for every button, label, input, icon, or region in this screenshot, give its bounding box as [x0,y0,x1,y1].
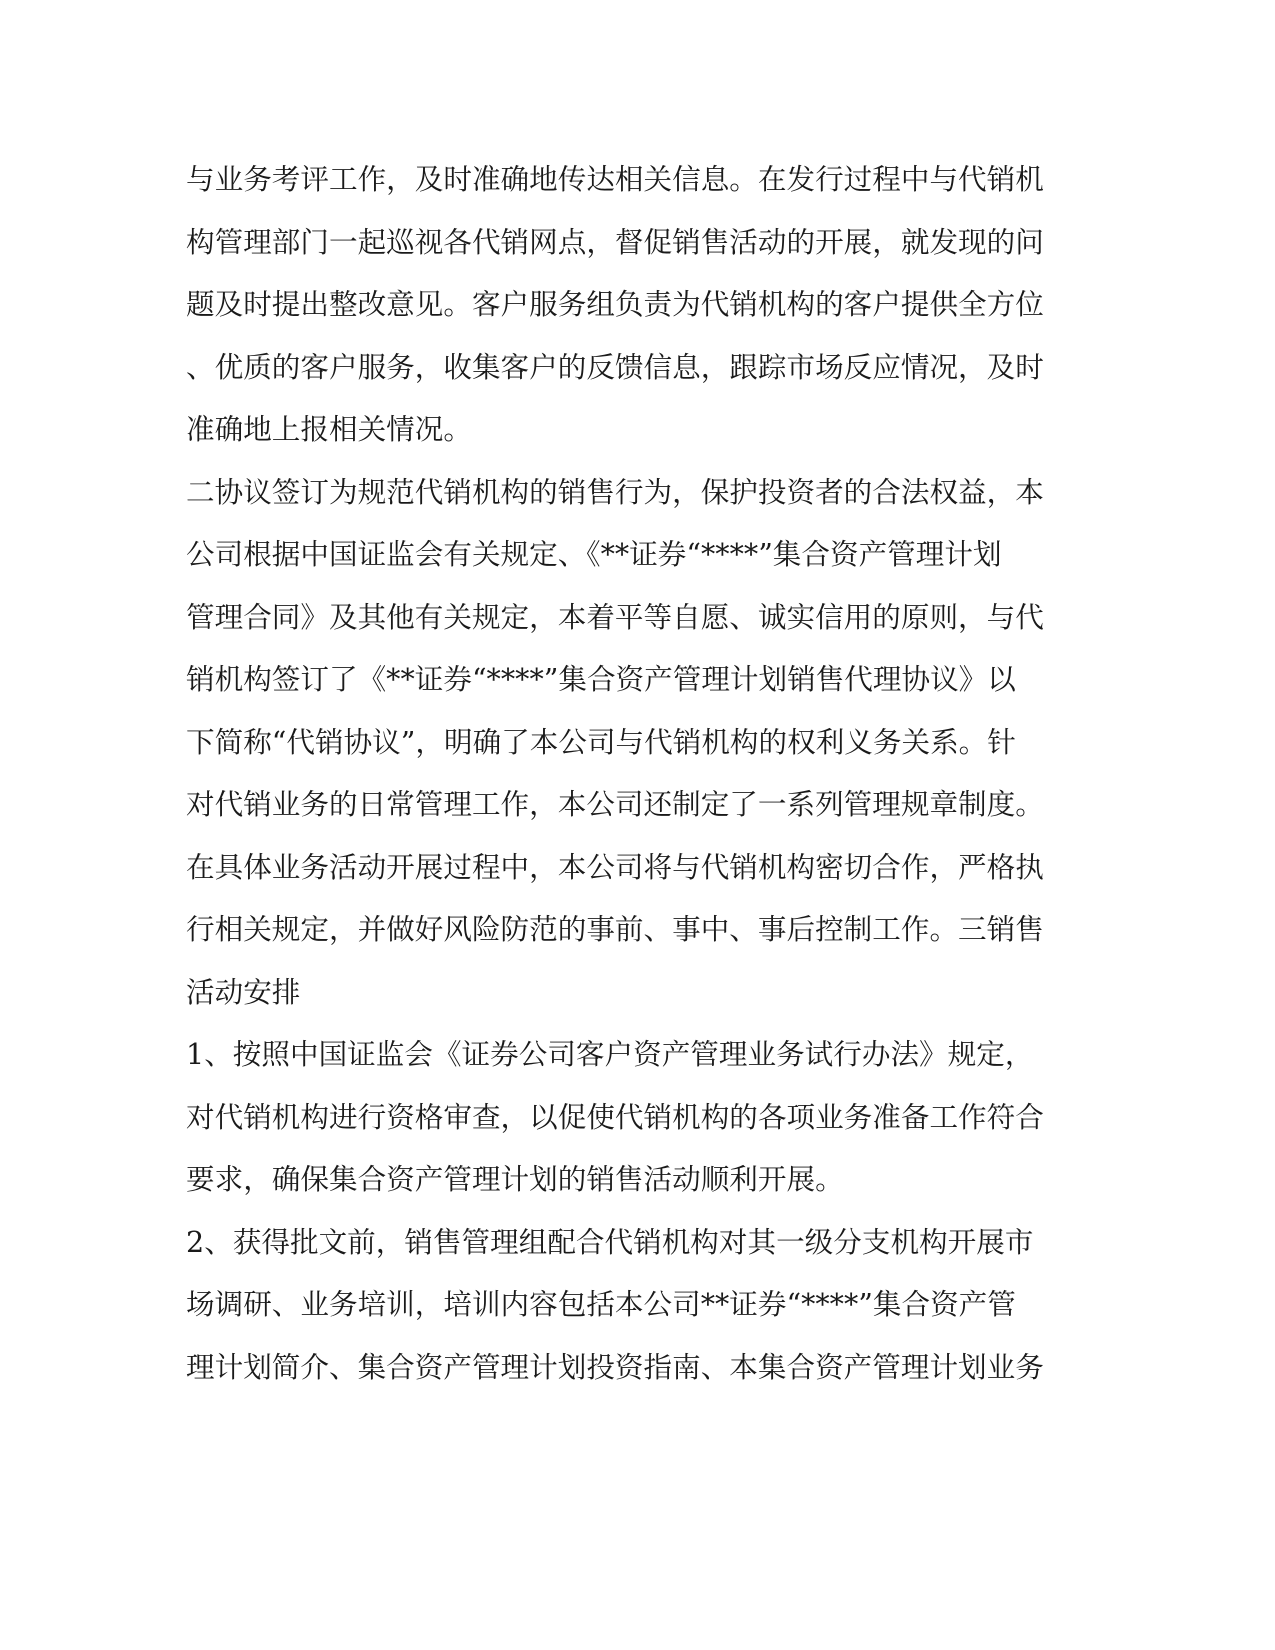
text-line: 、优质的客户服务，收集客户的反馈信息，跟踪市场反应情况，及时 [186,349,1044,384]
text-line: 准确地上报相关情况。 [186,412,472,446]
text-line: 管理合同》及其他有关规定，本着平等自愿、诚实信用的原则，与代 [186,599,1044,634]
text-line: 在具体业务活动开展过程中，本公司将与代销机构密切合作，严格执 [186,849,1044,884]
text-line: 活动安排 [186,974,301,1009]
text-line: 构管理部门一起巡视各代销网点，督促销售活动的开展，就发现的问 [186,224,1044,259]
text-line: 二协议签订为规范代销机构的销售行为，保护投资者的合法权益，本 [186,474,1044,509]
text-line: 与业务考评工作，及时准确地传达相关信息。在发行过程中与代销机 [186,162,1044,196]
text-line: 要求，确保集合资产管理计划的销售活动顺利开展。 [186,1162,844,1196]
text-line: 公司根据中国证监会有关规定、《**证券“****”集合资产管理计划 [186,537,1002,571]
body-text [186,148,1044,1398]
text-line: 题及时提出整改意见。客户服务组负责为代销机构的客户提供全方位 [186,287,1044,321]
text-line: 2、获得批文前，销售管理组配合代销机构对其一级分支机构开展市 [186,1224,1034,1259]
text-line: 对代销业务的日常管理工作，本公司还制定了一系列管理规章制度。 [186,787,1044,821]
text-line: 对代销机构进行资格审查，以促使代销机构的各项业务准备工作符合 [186,1099,1044,1134]
text-line: 行相关规定，并做好风险防范的事前、事中、事后控制工作。三销售 [186,912,1044,946]
text-line: 下简称“代销协议”，明确了本公司与代销机构的权利义务关系。针 [186,724,1016,759]
text-line: 销机构签订了《**证券“****”集合资产管理计划销售代理协议》以 [186,662,1016,696]
text-line: 场调研、业务培训，培训内容包括本公司**证券“****”集合资产管 [186,1287,1016,1321]
text-line: 理计划简介、集合资产管理计划投资指南、本集合资产管理计划业务 [186,1349,1044,1384]
text-line: 1、按照中国证监会《证券公司客户资产管理业务试行办法》规定， [186,1037,1034,1071]
